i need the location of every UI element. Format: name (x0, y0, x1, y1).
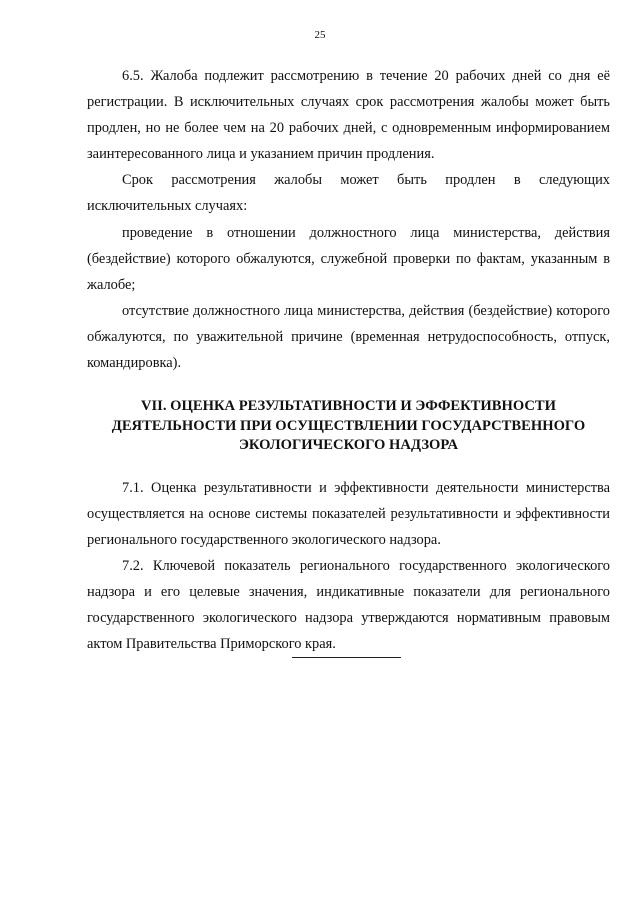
page-number: 25 (314, 29, 326, 41)
paragraph-case-absence: отсутствие должностного лица министерства, действия (бездействие) которого обжалуются, по уважительной причине (временная нетрудоспособность, отпуск, командировка). (87, 302, 610, 372)
document-body (87, 63, 610, 657)
paragraph-7-2: 7.2. Ключевой показатель регионального государственного экологического надзора и его целевые значения, индикативные показатели для регионального государственного экологического надзора утверждаются нормативным правовым актом Правительства Приморского края. (87, 557, 610, 653)
paragraph-case-inspection: проведение в отношении должностного лица министерства, действия (бездействие) которого обжалуются, служебной проверки по фактам, указанным в жалобе; (87, 224, 610, 293)
section-heading-line-1: VII. ОЦЕНКА РЕЗУЛЬТАТИВНОСТИ И ЭФФЕКТИВНОСТИ (140, 398, 557, 415)
end-rule (292, 657, 401, 658)
paragraph-7-1: 7.1. Оценка результативности и эффективности деятельности министерства осуществляется на основе системы показателей результативности и эффективности регионального государственного экологического надзора. (87, 479, 610, 548)
section-heading-line-2: ДЕЯТЕЛЬНОСТИ ПРИ ОСУЩЕСТВЛЕНИИ ГОСУДАРСТВЕННОГО (111, 417, 586, 434)
section-heading (87, 397, 610, 456)
paragraph-extension-cases: Срок рассмотрения жалобы может быть продлен в следующих исключительных случаях: (87, 172, 610, 215)
section-heading-line-3: ЭКОЛОГИЧЕСКОГО НАДЗОРА (238, 437, 458, 454)
paragraph-6-5: 6.5. Жалоба подлежит рассмотрению в течение 20 рабочих дней со дня её регистрации. В исключительных случаях срок рассмотрения жалобы может быть продлен, но не более чем на 20 рабочих дней, с одновременным информированием заинтересованного лица и указанием причин продления. (87, 68, 610, 163)
